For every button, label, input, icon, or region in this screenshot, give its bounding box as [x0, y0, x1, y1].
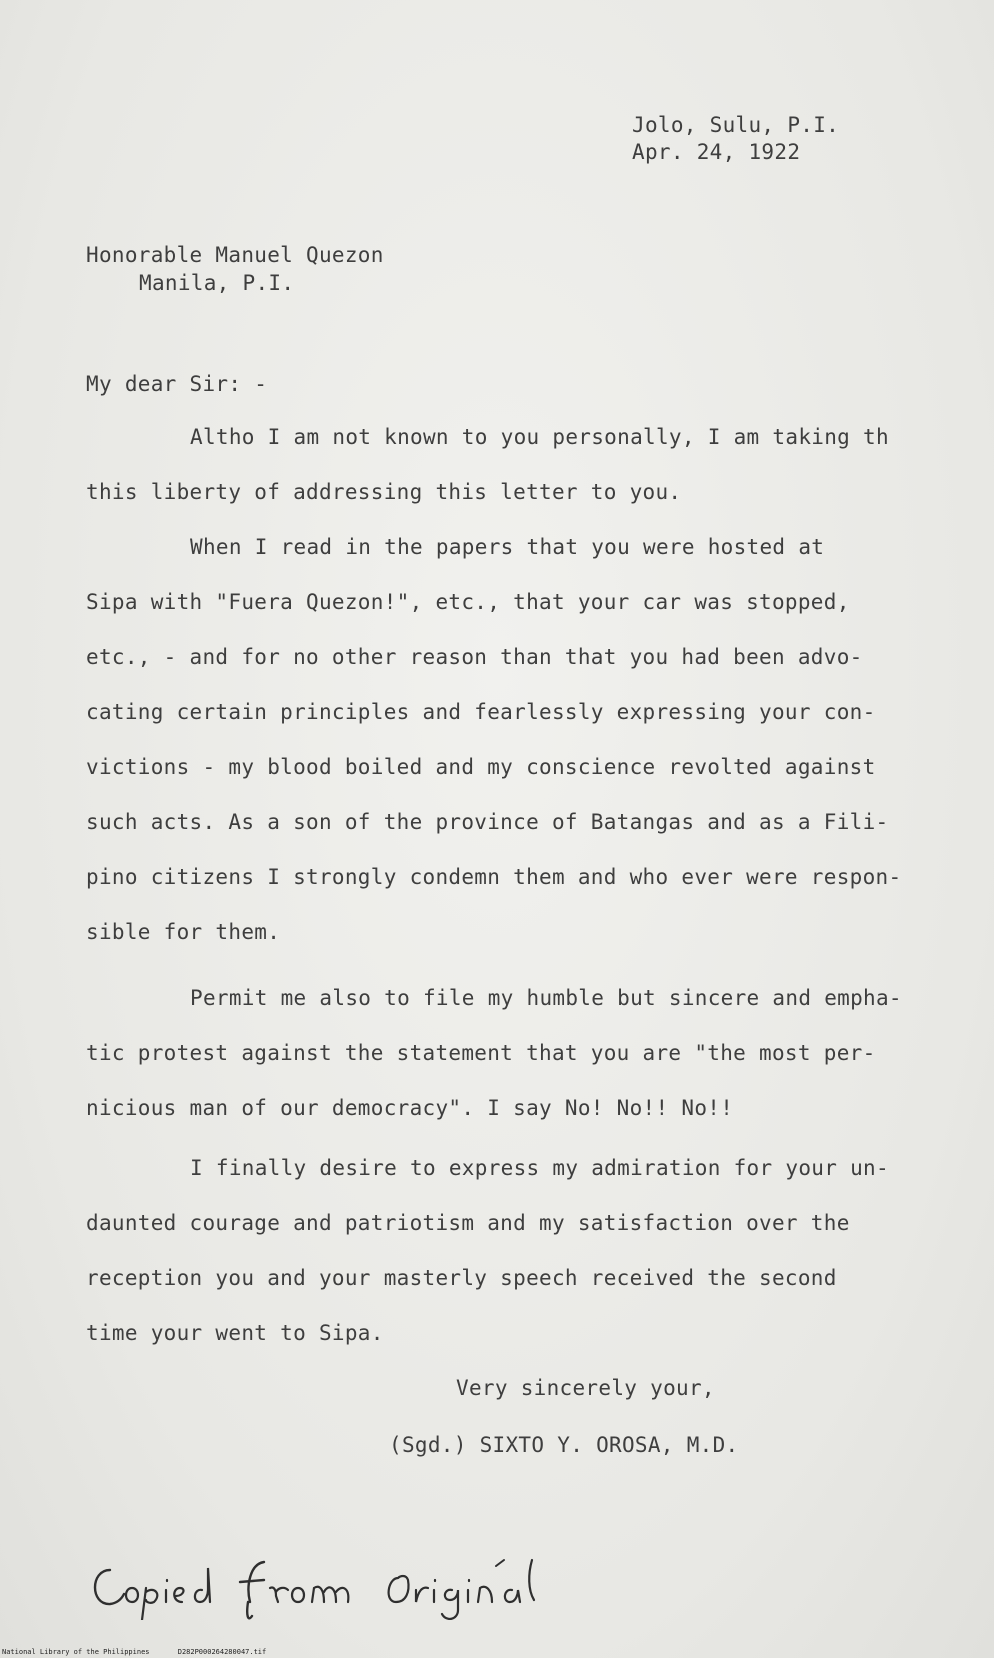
body-line: pino citizens I strongly condemn them and who ever were respon- [86, 865, 902, 889]
body-line: I finally desire to express my admiration for your un- [190, 1156, 889, 1180]
body-line: Altho I am not known to you personally, I am taking th [190, 425, 889, 449]
footer-library: National Library of the Philippines [2, 1648, 150, 1656]
handwritten-note [80, 1530, 640, 1620]
body-line: When I read in the papers that you were hosted at [190, 535, 825, 559]
body-line: tic protest against the statement that you are "the most per- [86, 1041, 876, 1065]
handwriting-drawing [80, 1530, 640, 1620]
closing: Very sincerely your, [456, 1376, 715, 1400]
body-line: daunted courage and patriotism and my satisfaction over the [86, 1211, 850, 1235]
footer-file-id: D282P000264280047.tif [177, 1648, 267, 1656]
signature-line: (Sgd.) SIXTO Y. OROSA, M.D. [389, 1433, 739, 1457]
addressee-name: Honorable Manuel Quezon [86, 243, 384, 267]
body-line: sible for them. [86, 920, 281, 944]
body-line: cating certain principles and fearlessly expressing your con- [86, 700, 876, 724]
addressee-city: Manila, P.I. [139, 271, 295, 295]
salutation: My dear Sir: - [86, 372, 268, 396]
body-line: time your went to Sipa. [86, 1321, 384, 1345]
body-line: such acts. As a son of the province of Batangas and as a Fili- [86, 810, 889, 834]
body-line: Sipa with "Fuera Quezon!", etc., that your car was stopped, [86, 590, 850, 614]
body-line: victions - my blood boiled and my conscience revolted against [86, 755, 876, 779]
body-line: etc., - and for no other reason than that you had been advo- [86, 645, 863, 669]
body-line: Permit me also to file my humble but sincere and empha- [190, 986, 902, 1010]
body-line: this liberty of addressing this letter to you. [86, 480, 682, 504]
body-line: nicious man of our democracy". I say No! No!! No!! [86, 1096, 734, 1120]
body-line: reception you and your masterly speech received the second [86, 1266, 837, 1290]
letter-date: Apr. 24, 1922 [632, 140, 801, 164]
letter-place: Jolo, Sulu, P.I. [632, 113, 840, 137]
archive-footer [2, 1648, 290, 1657]
